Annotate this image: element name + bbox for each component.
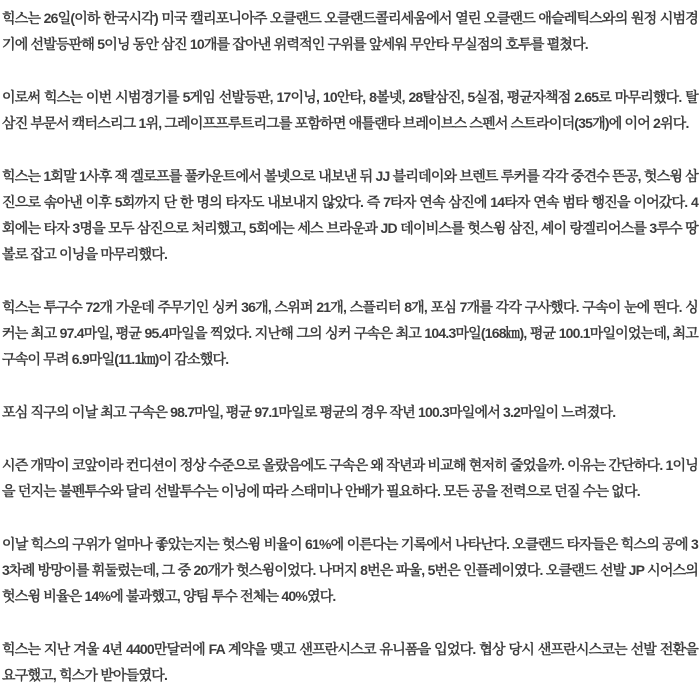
article-paragraph: 시즌 개막이 코앞이라 컨디션이 정상 수준으로 올랐음에도 구속은 왜 작년과 비교해 현저히 줄었을까. 이유는 간단하다. 1이닝을 던지는 불펜투수와 달리 선발투수는 이닝에 따라 스태미나 안배가 필요하다. 모든 공을 전력으로 던질 수는 없다.	[2, 457, 698, 499]
article-paragraph: 힉스는 1회말 1사후 잭 겔로프를 풀카운트에서 볼넷으로 내보낸 뒤 JJ 블리데이와 브렌트 루커를 각각 중견수 뜬공, 헛스윙 삼진으로 솎아낸 이후 5회까지 단 한 명의 타자도 내보내지 않았다. 즉 7타자 연속 삼진에 14타자 연속 범타 행진을 이어갔다. 4회에는 타자 3명을 모두 삼진으로 처리했고, 5회에는 세스 브라운과 JD 데이비스를 헛스윙 삼진, 셰이 랑겔리어스를 3루수 땅볼로 잡고 이닝을 마무리했다.	[2, 168, 698, 262]
article-paragraph: 포심 직구의 이날 최고 구속은 98.7마일, 평균 97.1마일로 평균의 경우 작년 100.3마일에서 3.2마일이 느려졌다.	[2, 404, 616, 420]
article-paragraph: 힉스는 투구수 72개 가운데 주무기인 싱커 36개, 스위퍼 21개, 스플리터 8개, 포심 7개를 각각 구사했다. 구속이 눈에 띈다. 싱커는 최고 97.4마일, 평균 95.4마일을 찍었다. 지난해 그의 싱커 구속은 최고 104.3마일(168㎞), 평균 100.1마일이었는데, 최고 구속이 무려 6.9마일(11.1㎞)이 감소했다.	[2, 299, 698, 367]
article-paragraph: 이날 힉스의 구위가 얼마나 좋았는지는 헛스윙 비율이 61%에 이른다는 기록에서 나타난다. 오클랜드 타자들은 힉스의 공에 33차례 방망이를 휘둘렀는데, 그 중 20개가 헛스윙이었다. 나머지 8번은 파울, 5번은 인플레이였다. 오클랜드 선발 JP 시어스의 헛스윙 비율은 14%에 불과했고, 양팀 투수 전체는 40%였다.	[2, 536, 698, 604]
article-paragraph: 힉스는 지난 겨울 4년 4400만달러에 FA 계약을 맺고 샌프란시스코 유니폼을 입었다. 협상 당시 샌프란시스코는 선발 전환을 요구했고, 힉스가 받아들였다.	[2, 641, 698, 683]
article-paragraph: 힉스는 26일(이하 한국시각) 미국 캘리포니아주 오클랜드 오클랜드콜리세움에서 열린 오클랜드 애슬레틱스와의 원정 시범경기에 선발등판해 5이닝 동안 삼진 10개를 잡아낸 위력적인 구위를 앞세워 무안타 무실점의 호투를 펼쳤다.	[2, 10, 698, 52]
article-paragraph: 이로써 힉스는 이번 시범경기를 5게임 선발등판, 17이닝, 10안타, 8볼넷, 28탈삼진, 5실점, 평균자책점 2.65로 마무리했다. 탈삼진 부문서 캑터스리그 1위, 그레이프프루트리그를 포함하면 애틀랜타 브레이브스 스펜서 스트라이더(35개)에 이어 2위다.	[2, 89, 698, 131]
